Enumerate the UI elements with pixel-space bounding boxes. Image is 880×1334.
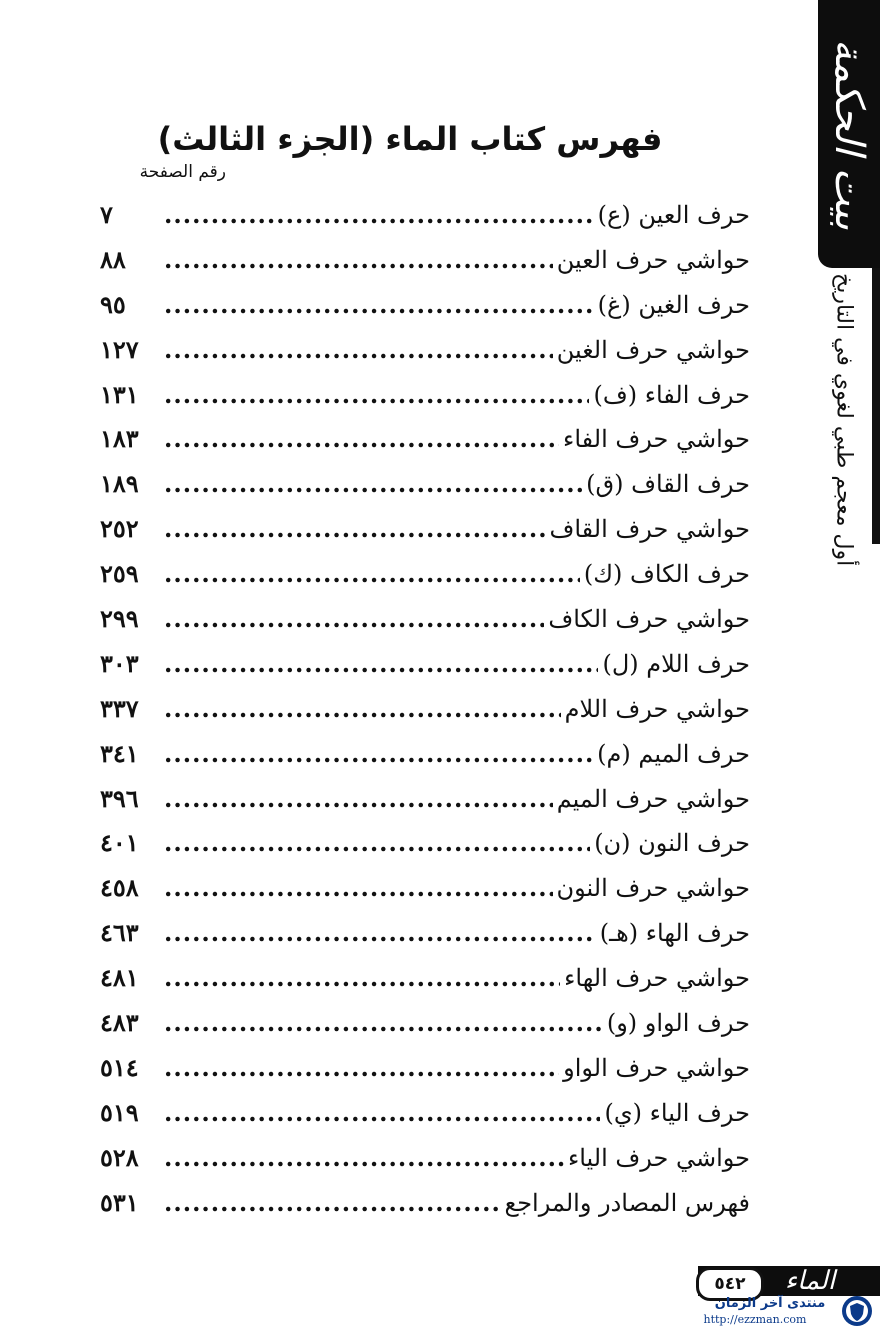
toc-leader — [164, 687, 561, 732]
toc-leader — [164, 956, 560, 1001]
toc-leader — [164, 328, 553, 373]
toc-page: ١٢٧ — [100, 334, 139, 364]
toc-page: ٣٣٧ — [100, 693, 139, 723]
toc-row[interactable] — [100, 1136, 750, 1181]
toc-leader — [164, 193, 594, 238]
toc-page: ٣٠٣ — [100, 648, 139, 678]
toc-page: ٤٨١ — [100, 963, 139, 993]
toc-page: ٤٦٣ — [100, 918, 139, 948]
toc-title: حرف الواو (و) — [606, 1009, 750, 1038]
watermark-text[interactable]: منتدى آخر الزمان — [714, 1296, 826, 1311]
toc-row[interactable] — [100, 193, 750, 238]
toc-page: ٨٨ — [100, 244, 126, 274]
toc-page: ١٣١ — [100, 379, 139, 409]
toc-leader — [164, 417, 559, 462]
shield-icon[interactable] — [840, 1294, 874, 1328]
toc-title: حرف الميم (م) — [597, 739, 750, 768]
toc-title: حرف اللام (ل) — [602, 649, 750, 678]
toc-title: حرف العين (ع) — [597, 201, 750, 229]
toc-row[interactable] — [100, 462, 750, 507]
toc-leader — [164, 1136, 564, 1181]
toc-title: حواشي حرف اللام — [564, 694, 750, 723]
toc-row[interactable] — [100, 732, 750, 777]
toc-title: حواشي حرف الكاف — [548, 605, 750, 634]
toc-title: حواشي حرف النون — [556, 874, 750, 903]
toc-title: حرف النون (ن) — [594, 829, 750, 858]
toc-row[interactable] — [100, 1046, 750, 1091]
toc-leader — [164, 552, 580, 597]
toc-row[interactable] — [100, 1001, 750, 1046]
toc-leader — [164, 642, 598, 687]
toc-leader — [164, 821, 590, 866]
side-banner-logo-text: بيت الحكمة — [826, 38, 872, 230]
toc-leader — [164, 283, 594, 328]
toc-title: حرف الياء (ي) — [604, 1098, 750, 1127]
toc-page: ٤٨٣ — [100, 1008, 139, 1038]
page-number: ٥٤٢ — [696, 1267, 764, 1301]
toc-row[interactable] — [100, 1091, 750, 1136]
toc-page: ٥٢٨ — [100, 1142, 139, 1172]
toc-leader — [164, 732, 593, 777]
toc-leader — [164, 1001, 603, 1046]
toc-row[interactable] — [100, 1181, 750, 1226]
toc-row[interactable] — [100, 777, 750, 822]
toc-row[interactable] — [100, 866, 750, 911]
toc-title: حواشي حرف الهاء — [564, 964, 750, 993]
toc-row[interactable] — [100, 373, 750, 418]
page-column-label: رقم الصفحة — [139, 162, 226, 182]
table-of-contents — [100, 193, 750, 1225]
toc-row[interactable] — [100, 283, 750, 328]
toc-page: ٤٥٨ — [100, 873, 139, 903]
toc-leader — [164, 777, 553, 822]
toc-page: ٢٩٩ — [100, 604, 139, 634]
toc-page: ١٨٣ — [100, 424, 139, 454]
page-title: فهرس كتاب الماء (الجزء الثالث) — [157, 120, 663, 158]
toc-leader — [164, 866, 553, 911]
toc-leader — [164, 507, 545, 552]
toc-page: ٥٣١ — [100, 1187, 139, 1217]
toc-row[interactable] — [100, 328, 750, 373]
toc-leader — [164, 597, 544, 642]
toc-page: ٢٥٢ — [100, 514, 139, 544]
toc-leader — [164, 911, 596, 956]
toc-title: حواشي حرف الواو — [563, 1053, 750, 1082]
toc-title: حواشي حرف الغين — [556, 335, 750, 364]
toc-leader — [164, 1091, 600, 1136]
toc-page: ٣٩٦ — [100, 783, 139, 813]
toc-page: ٩٥ — [100, 289, 126, 319]
toc-row[interactable] — [100, 821, 750, 866]
side-banner-strip — [872, 268, 880, 544]
toc-title: فهرس المصادر والمراجع — [504, 1188, 750, 1217]
toc-title: حواشي حرف القاف — [549, 515, 750, 544]
toc-title: حواشي حرف الميم — [556, 784, 750, 813]
toc-page: ٥١٩ — [100, 1097, 139, 1127]
toc-title: حواشي حرف الياء — [567, 1143, 750, 1172]
toc-row[interactable] — [100, 417, 750, 462]
toc-page: ٢٥٩ — [100, 559, 139, 589]
toc-row[interactable] — [100, 642, 750, 687]
toc-title: حرف القاف (ق) — [586, 470, 750, 499]
toc-leader — [164, 238, 553, 283]
toc-title: حواشي حرف الفاء — [563, 425, 750, 454]
footer-logo: الماء — [784, 1266, 836, 1296]
side-banner-caption — [818, 270, 870, 570]
toc-page: ٧ — [100, 200, 113, 229]
watermark-url[interactable]: http://ezzman.com — [703, 1313, 807, 1326]
toc-row[interactable] — [100, 238, 750, 283]
toc-leader — [164, 373, 589, 418]
toc-page: ٤٠١ — [100, 828, 139, 858]
side-banner-logo — [818, 0, 880, 268]
toc-row[interactable] — [100, 687, 750, 732]
toc-row[interactable] — [100, 552, 750, 597]
toc-leader — [164, 1046, 559, 1091]
toc-page: ٥١٤ — [100, 1052, 139, 1082]
side-banner-caption-text: أول معجم طبي لغوي في التاريخ — [831, 273, 857, 567]
toc-row[interactable] — [100, 507, 750, 552]
toc-title: حرف الفاء (ف) — [593, 380, 750, 409]
toc-title: حرف الكاف (ك) — [583, 560, 750, 589]
toc-row[interactable] — [100, 911, 750, 956]
toc-page: ١٨٩ — [100, 469, 139, 499]
toc-row[interactable] — [100, 597, 750, 642]
toc-title: حرف الهاء (هـ) — [599, 919, 750, 948]
toc-leader — [164, 462, 582, 507]
toc-leader — [164, 1181, 500, 1226]
toc-page: ٣٤١ — [100, 738, 139, 768]
toc-title: حواشي حرف العين — [556, 245, 750, 274]
toc-row[interactable] — [100, 956, 750, 1001]
toc-title: حرف الغين (غ) — [597, 290, 750, 319]
